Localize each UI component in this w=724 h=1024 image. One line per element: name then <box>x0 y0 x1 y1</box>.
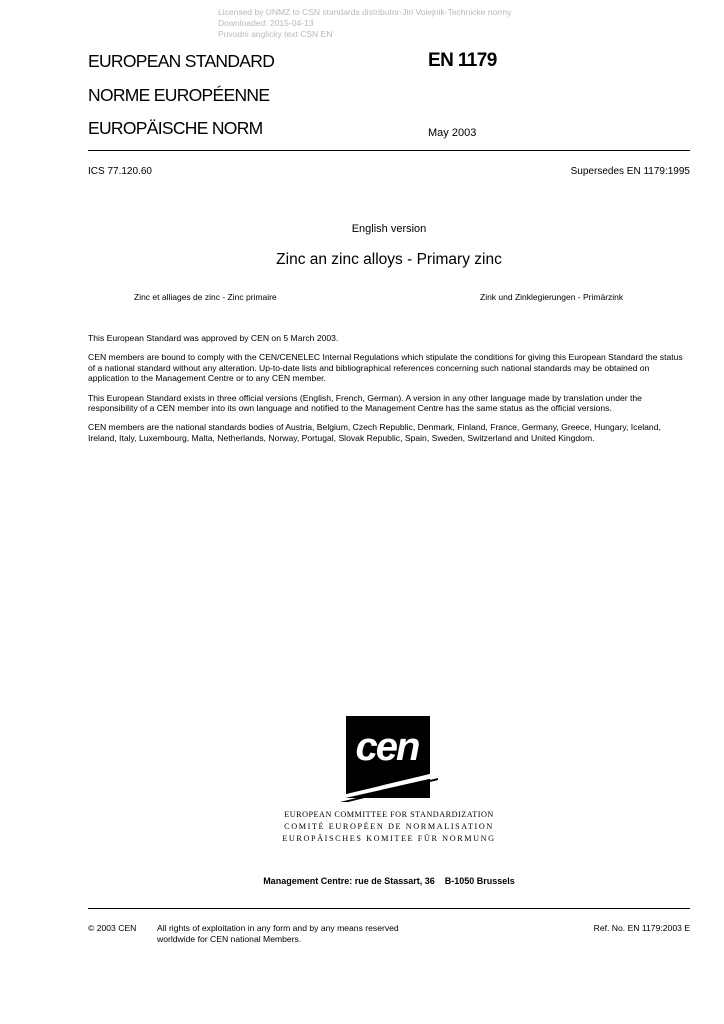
committee-names <box>0 809 724 845</box>
logo-text: cen <box>355 725 419 769</box>
document-title-german: Zink und Zinklegierungen - Primärzink <box>480 292 624 302</box>
rights-line: worldwide for CEN national Members. <box>157 934 302 944</box>
watermark-line: Downloaded: 2015-04-13 <box>218 18 314 28</box>
footer-divider <box>88 908 690 909</box>
paragraph: This European Standard exists in three official versions (English, French, German). A version in any other language made by translation under the responsibility of a CEN member into its own language and notified to the Management Centre has the same status as the official versions. <box>88 392 642 414</box>
watermark-line: Licensed by UNMZ to CSN standards distributor-Jiri Volejnik-Technicke normy <box>218 7 512 17</box>
watermark <box>218 7 511 40</box>
title-german: EUROPÄISCHE NORM <box>88 118 263 138</box>
watermark-line: Puvodni anglicky text CSN EN <box>218 29 333 39</box>
committee-name-french: COMITÉ EUROPÉEN DE NORMALISATION <box>284 822 494 831</box>
title-english: EUROPEAN STANDARD <box>88 51 275 71</box>
committee-name-german: EUROPÄISCHES KOMITEE FÜR NORMUNG <box>282 834 496 843</box>
rights-line: All rights of exploitation in any form and by any means reserved <box>157 923 399 933</box>
ics-code: ICS 77.120.60 <box>88 166 152 177</box>
title-french: NORME EUROPÉENNE <box>88 85 270 105</box>
rights-notice <box>157 923 477 945</box>
language-version: English version <box>351 223 427 235</box>
management-centre-address: Management Centre: rue de Stassart, 36 B-1050 Brussels <box>263 876 515 886</box>
approval-text <box>88 333 690 452</box>
supersedes-note: Supersedes EN 1179:1995 <box>570 166 690 177</box>
cen-logo <box>338 716 438 802</box>
paragraph: This European Standard was approved by CEN on 5 March 2003. <box>88 333 339 343</box>
document-title-french: Zinc et alliages de zinc - Zinc primaire <box>134 292 277 302</box>
paragraph: CEN members are the national standards bodies of Austria, Belgium, Czech Republic, Denmark, Finland, France, Germany, Greece, Hungary, Iceland, Ireland, Italy, Luxembourg, Malta, Netherlands, Norway, Portugal, Slovak Republic, Spain, Sweden, Switzerland and United Kingdom. <box>88 422 661 443</box>
standard-number: EN 1179 <box>428 50 497 71</box>
publication-date: May 2003 <box>428 127 477 139</box>
document-title: Zinc an zinc alloys - Primary zinc <box>276 251 502 268</box>
header-divider <box>88 150 690 151</box>
paragraph: CEN members are bound to comply with the CEN/CENELEC Internal Regulations which stipulate the conditions for giving this European Standard the status of a national standard without any alteration. Up-to-date lists and bibliographical references concerning such national standards may be obtained on application to the Management Centre or to any CEN member. <box>88 352 683 384</box>
reference-number: Ref. No. EN 1179:2003 E <box>593 923 690 933</box>
committee-name-english: EUROPEAN COMMITTEE FOR STANDARDIZATION <box>284 810 494 819</box>
copyright: © 2003 CEN <box>88 923 137 933</box>
